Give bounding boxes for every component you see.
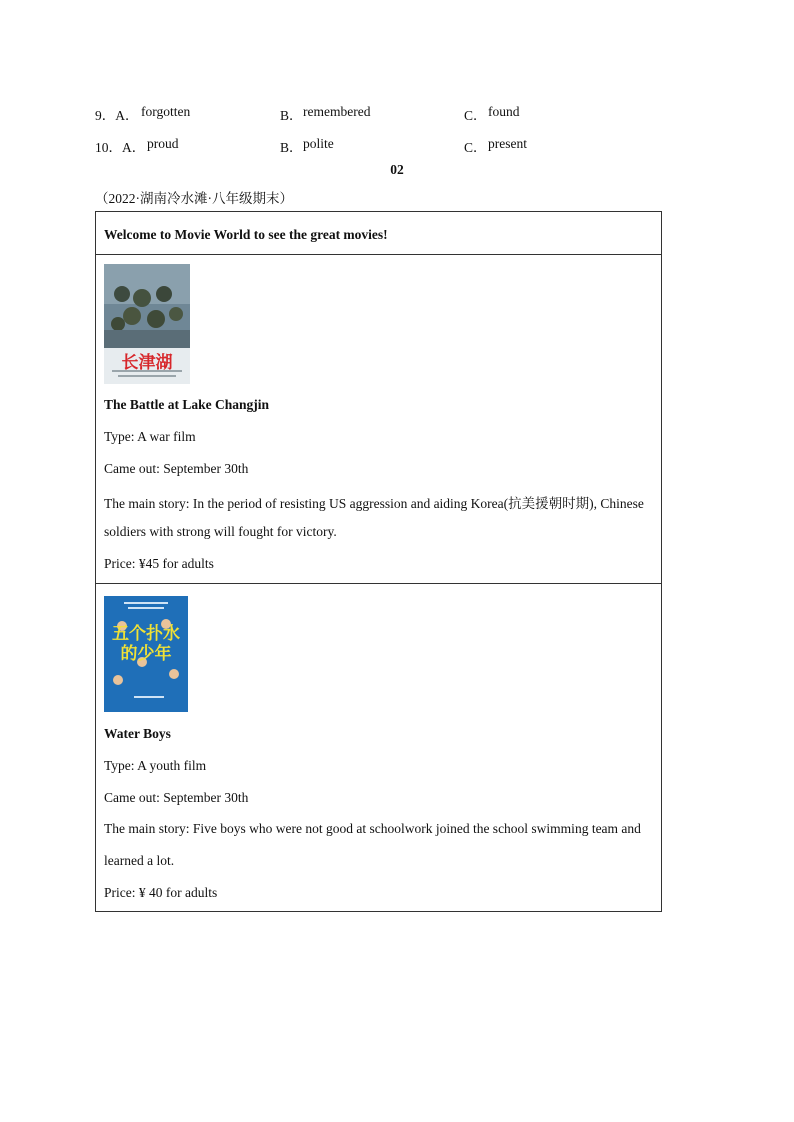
movie-story-cont: soldiers with strong will fought for victory. (104, 524, 337, 539)
movie-poster (104, 264, 190, 384)
poster-caption: 五个扑水的少年 (112, 624, 180, 664)
option-a: forgotten (141, 104, 191, 119)
poster-caption: 长津湖 (121, 353, 173, 373)
movie-type: Type: A war film (104, 429, 196, 444)
movie-release: Came out: September 30th (104, 790, 249, 805)
movie-poster (104, 596, 188, 712)
option-a: proud (147, 136, 179, 151)
question-number: 10．A． (95, 140, 146, 155)
movie-type: Type: A youth film (104, 758, 207, 773)
option-c-label: C． (464, 108, 487, 123)
movie-title: Water Boys (104, 726, 171, 741)
movie-price: Price: ¥45 for adults (104, 556, 214, 571)
question-9 (0, 104, 794, 124)
movie-world-box (95, 211, 662, 912)
movie-release: Came out: September 30th (104, 461, 249, 476)
option-b: remembered (303, 104, 371, 119)
movie-story-cont: learned a lot. (104, 853, 175, 868)
movie-story: The main story: In the period of resisting US aggression and aiding Korea(抗美援朝时期), Chinese (104, 496, 644, 511)
option-b: polite (303, 136, 334, 151)
option-c-label: C． (464, 140, 487, 155)
box-header (96, 212, 661, 255)
question-number: 9．A． (95, 108, 139, 123)
movie-story: The main story: Five boys who were not good at schoolwork joined the school swimming team and (104, 821, 641, 836)
box-header-text: Welcome to Movie World to see the great movies! (104, 227, 388, 242)
option-b-label: B． (280, 108, 303, 123)
option-c: present (488, 136, 527, 151)
source-note: （2022·湖南冷水滩·八年级期末） (95, 191, 293, 206)
movie-title: The Battle at Lake Changjin (104, 397, 270, 412)
section-number: 02 (390, 162, 404, 177)
movie-price: Price: ¥ 40 for adults (104, 885, 218, 900)
movie-entry (96, 584, 661, 911)
option-c: found (488, 104, 520, 119)
option-b-label: B． (280, 140, 303, 155)
movie-entry (96, 255, 661, 584)
question-10 (0, 136, 794, 156)
